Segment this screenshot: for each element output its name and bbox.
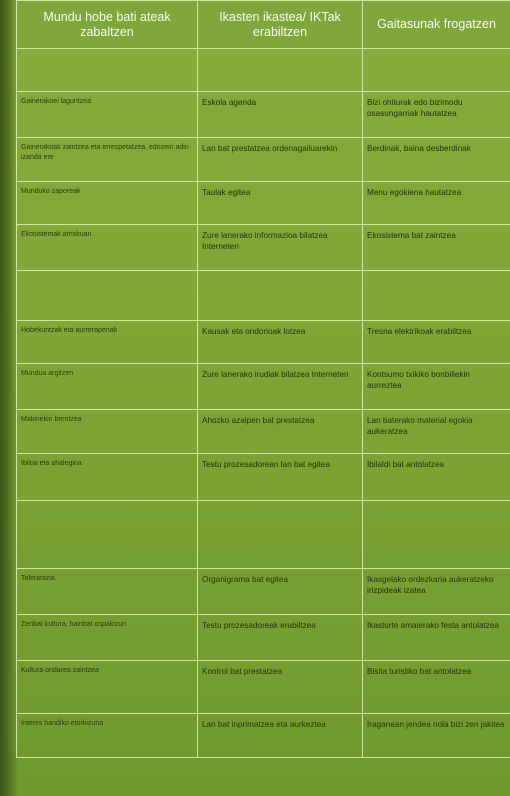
competence-cell: Berdinak, baina desberdinak xyxy=(363,138,510,182)
table-row xyxy=(17,714,510,758)
curriculum-table xyxy=(16,0,510,758)
topic-cell: Tolerantzia xyxy=(17,569,198,615)
competence-cell: Ekosistema bat zaintzea xyxy=(363,225,510,271)
competence-cell: Lan baterako material egokia aukeratzea xyxy=(363,410,510,454)
ict-cell: Eskola agenda xyxy=(198,92,363,138)
topic-cell: Ibiloa eta ahalegina xyxy=(17,454,198,501)
table-row xyxy=(17,661,510,714)
competence-cell: Bizi ohiturak edo bizimodu osasungarriak hautatzea xyxy=(363,92,510,138)
competence-cell: Kontsumo txikiko bonbillekin aurreztea xyxy=(363,364,510,410)
competence-cell: Ikasgelako ordezkaria aukeratzeko irizpideak izatea xyxy=(363,569,510,615)
ict-cell: Lan bat prestatzea ordenagailuarekin xyxy=(198,138,363,182)
topic-cell: Ekosistemak arriskuan xyxy=(17,225,198,271)
ict-cell: Testu prozesadoreak erabiltzea xyxy=(198,615,363,661)
competence-cell: Tresna elektrikoak erabiltzea xyxy=(363,321,510,364)
table-row xyxy=(17,182,510,225)
ict-cell: Kausak eta ondorioak lotzea xyxy=(198,321,363,364)
ict-cell: Zure lanerako irudiak bilatzea Interneten xyxy=(198,364,363,410)
competence-cell: Ibilaldi bat antolatzea xyxy=(363,454,510,501)
table-row xyxy=(17,454,510,501)
ict-cell: Organigrama bat egitea xyxy=(198,569,363,615)
group-separator xyxy=(17,49,510,92)
topic-cell: Kultura ondarea zaintzea xyxy=(17,661,198,714)
ict-cell: Testu prozesadorean lan bat egitea xyxy=(198,454,363,501)
header-col3: Gaitasunak frogatzen xyxy=(363,1,510,49)
topic-cell: Interes handiko etorkizuna xyxy=(17,714,198,758)
header-col2: Ikasten ikastea/ IKTak erabiltzen xyxy=(198,1,363,49)
ict-cell: Kontrol bat prestatzea xyxy=(198,661,363,714)
topic-cell: Gainerakoak zaintzea eta errespetatzea, edozein adin izanda ere xyxy=(17,138,198,182)
header-col1: Mundu hobe bati ateak zabaltzen xyxy=(17,1,198,49)
group-separator xyxy=(17,501,510,569)
topic-cell: Zenbat kultura, hainbat ospakizun xyxy=(17,615,198,661)
topic-cell: Gainerakoei laguntzea xyxy=(17,92,198,138)
table-row xyxy=(17,364,510,410)
topic-cell: Makinekin berritzea xyxy=(17,410,198,454)
competence-cell: Iraganean jendea nola bizi zen jakitea xyxy=(363,714,510,758)
table-row xyxy=(17,138,510,182)
table-row xyxy=(17,410,510,454)
competence-cell: Bisita turistiko bat antolatzea xyxy=(363,661,510,714)
topic-cell: Munduko zaporeak xyxy=(17,182,198,225)
ict-cell: Taulak egitea xyxy=(198,182,363,225)
table-row xyxy=(17,615,510,661)
ict-cell: Ahozko azalpen bat prestatzea xyxy=(198,410,363,454)
table-row xyxy=(17,225,510,271)
topic-cell: Hobekuntzak eta aurrerapenak xyxy=(17,321,198,364)
table-row xyxy=(17,92,510,138)
ict-cell: Zure lanerako informazioa bilatzea Interneten xyxy=(198,225,363,271)
topic-cell: Mundua argitzen xyxy=(17,364,198,410)
competence-cell: Ikasturte amaierako festa antolatzea xyxy=(363,615,510,661)
group-separator xyxy=(17,271,510,321)
table-header-row xyxy=(17,1,510,49)
ict-cell: Lan bat inprimatzea eta aurkeztea xyxy=(198,714,363,758)
table-row xyxy=(17,321,510,364)
table-row xyxy=(17,569,510,615)
competence-cell: Menu egokiena hautatzea xyxy=(363,182,510,225)
